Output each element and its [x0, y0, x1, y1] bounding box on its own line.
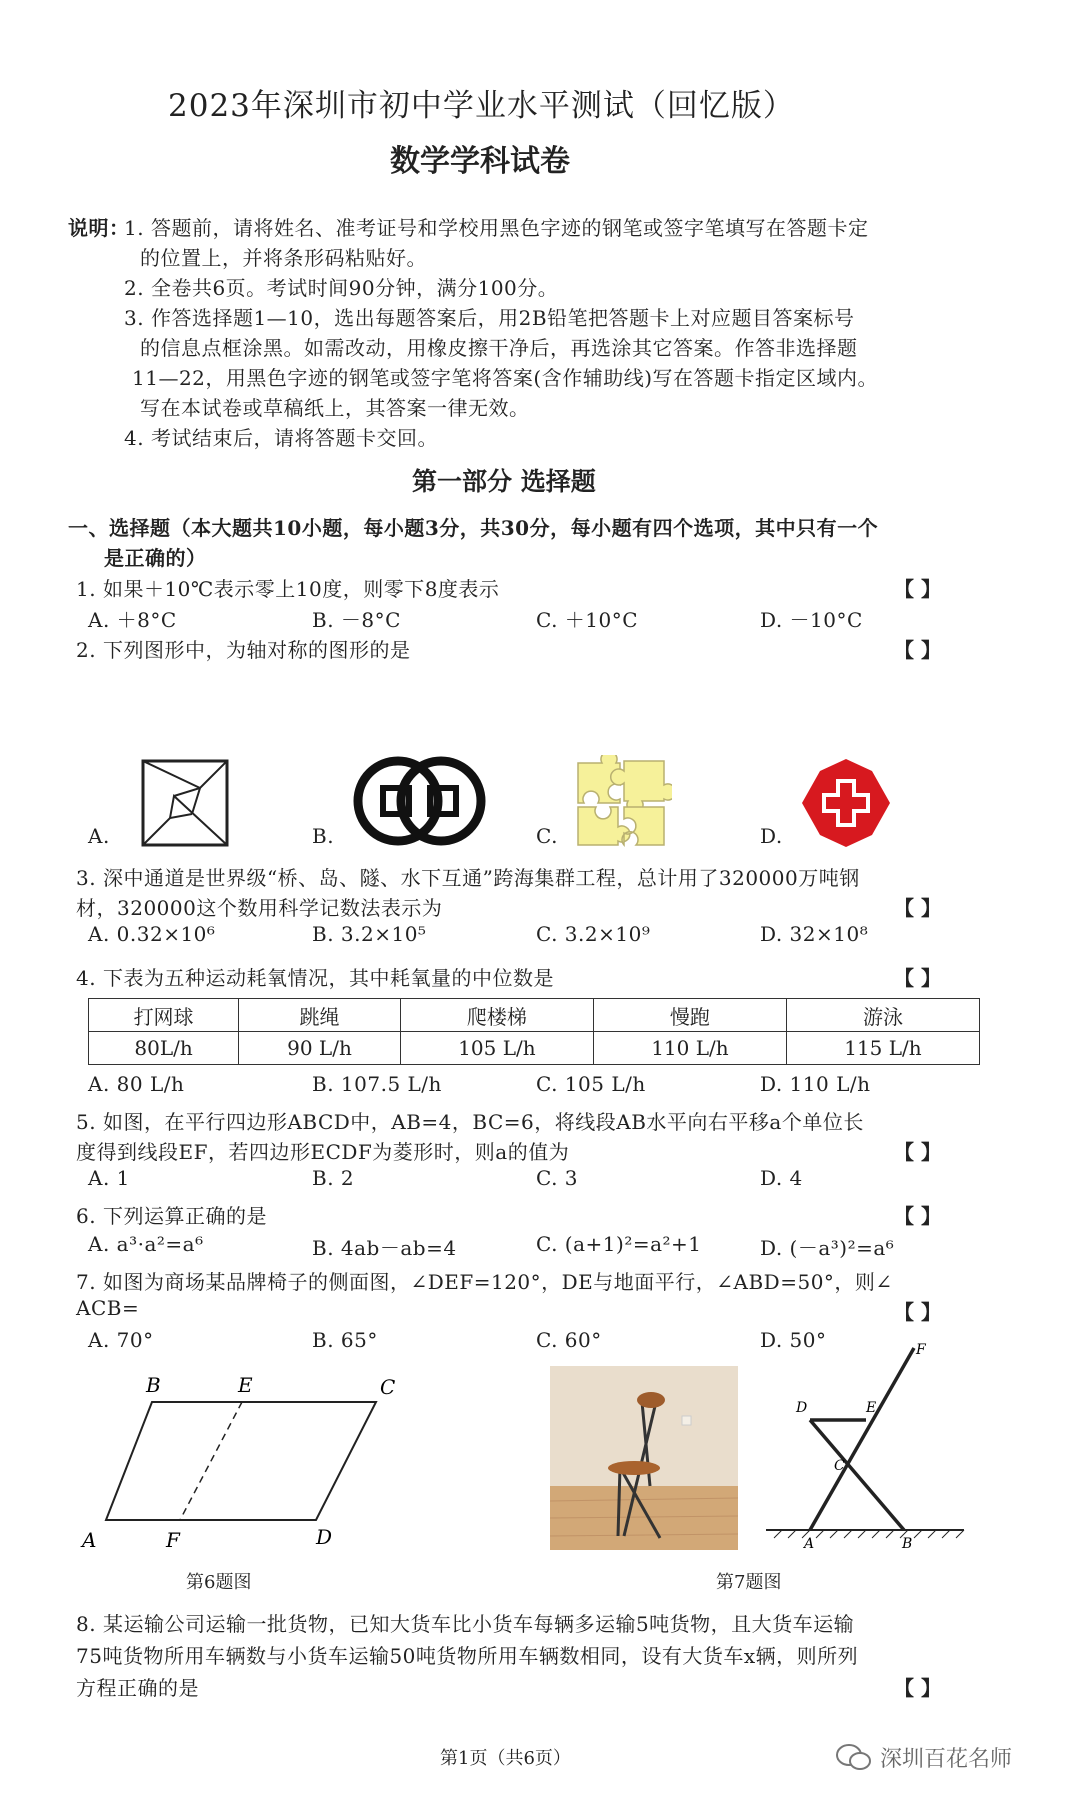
table-header-cell: 游泳 [786, 999, 979, 1032]
puzzle-pieces-figure [572, 755, 672, 851]
instruction-line: 1. 答题前，请将姓名、准考证号和学校用黑色字迹的钢笔或签字笔填写在答题卡定 [124, 216, 869, 240]
instructions-label: 说明： [68, 216, 130, 240]
q1-option-c: C. ＋10°C [536, 608, 639, 632]
hospital-cross-figure [800, 757, 892, 849]
fig7-label-e: E [866, 1400, 877, 1416]
answer-bracket: 【 】 [894, 1140, 941, 1164]
question-7-stem: ACB= [76, 1296, 140, 1320]
q4-option-c: C. 105 L/h [536, 1072, 646, 1096]
section-heading: 一、选择题（本大题共10小题，每小题3分，共30分，每小题有四个选项，其中只有一个 [68, 516, 879, 540]
question-5-stem: 度得到线段EF，若四边形ECDF为菱形时，则a的值为 [76, 1140, 570, 1164]
q1-option-b: B. －8°C [312, 608, 401, 632]
q1-option-d: D. －10°C [760, 608, 863, 632]
part-title: 第一部分 选择题 [412, 467, 596, 496]
q6-option-b: B. 4ab－ab=4 [312, 1236, 457, 1260]
question-8-stem: 方程正确的是 [76, 1676, 199, 1700]
section-heading: 是正确的） [104, 546, 207, 570]
q2-option-d: D. [760, 824, 783, 848]
chair-photo [550, 1366, 738, 1550]
exam-subtitle: 数学学科试卷 [390, 144, 570, 179]
q4-option-b: B. 107.5 L/h [312, 1072, 442, 1096]
fig6-label-d: D [316, 1525, 333, 1549]
q7-option-b: B. 65° [312, 1328, 378, 1352]
table-cell: 115 L/h [786, 1032, 979, 1065]
figure-6-caption: 第6题图 [186, 1572, 252, 1593]
fig7-label-a: A [804, 1536, 815, 1550]
q6-option-c: C. (a+1)²=a²+1 [536, 1232, 702, 1256]
watermark: 深圳百花名师 [880, 1747, 1013, 1772]
chair-diagram [766, 1340, 966, 1550]
q1-option-a: A. ＋8°C [88, 608, 177, 632]
instruction-line: 2. 全卷共6页。考试时间90分钟，满分100分。 [124, 276, 559, 300]
answer-bracket: 【 】 [894, 638, 941, 662]
q2-option-a: A. [88, 824, 110, 848]
fig6-label-e: E [238, 1373, 253, 1397]
instruction-line: 的位置上，并将条形码粘贴好。 [140, 246, 427, 270]
q3-option-b: B. 3.2×10⁵ [312, 922, 427, 946]
answer-bracket: 【 】 [894, 577, 941, 601]
q2-option-c: C. [536, 824, 558, 848]
q3-option-d: D. 32×10⁸ [760, 922, 869, 946]
q7-option-c: C. 60° [536, 1328, 602, 1352]
q5-option-b: B. 2 [312, 1166, 355, 1190]
q7-option-d: D. 50° [760, 1328, 827, 1352]
question-4-stem: 4. 下表为五种运动耗氧情况，其中耗氧量的中位数是 [76, 966, 554, 990]
table-header-cell: 跳绳 [239, 999, 401, 1032]
q3-option-c: C. 3.2×10⁹ [536, 922, 651, 946]
fig7-label-b: B [902, 1536, 913, 1550]
table-header-cell: 打网球 [89, 999, 239, 1032]
instruction-line: 写在本试卷或草稿纸上，其答案一律无效。 [140, 396, 530, 420]
table-header-cell: 慢跑 [593, 999, 786, 1032]
fig6-label-b: B [146, 1373, 161, 1397]
table-header-row [89, 999, 980, 1032]
parallelogram-figure [70, 1372, 430, 1552]
square-pinwheel-figure [140, 758, 230, 848]
fig7-label-d: D [796, 1400, 808, 1416]
q5-option-a: A. 1 [88, 1166, 130, 1190]
oxygen-table [88, 998, 980, 1065]
fig6-label-a: A [82, 1528, 97, 1552]
exam-title: 2023年深圳市初中学业水平测试（回忆版） [168, 88, 795, 124]
question-8-stem: 8. 某运输公司运输一批货物，已知大货车比小货车每辆多运输5吨货物，且大货车运输 [76, 1612, 855, 1636]
q7-option-a: A. 70° [88, 1328, 154, 1352]
question-1-stem: 1. 如果＋10℃表示零上10度，则零下8度表示 [76, 577, 500, 601]
instruction-line: 的信息点框涂黑。如需改动，用橡皮擦干净后，再选涂其它答案。作答非选择题 [140, 336, 858, 360]
q3-option-a: A. 0.32×10⁶ [88, 922, 216, 946]
table-cell: 105 L/h [400, 1032, 593, 1065]
table-cell: 90 L/h [239, 1032, 401, 1065]
q6-option-a: A. a³·a²=a⁶ [88, 1232, 204, 1256]
question-7-stem: 7. 如图为商场某品牌椅子的侧面图，∠DEF=120°，DE与地面平行，∠ABD=50°，则∠ [76, 1270, 893, 1294]
page-footer: 第1页（共6页） [440, 1748, 571, 1769]
fig6-label-f: F [166, 1528, 180, 1552]
table-row [89, 1032, 980, 1065]
q2-option-b: B. [312, 824, 335, 848]
instruction-line: 4. 考试结束后，请将答题卡交回。 [124, 426, 438, 450]
question-2-stem: 2. 下列图形中，为轴对称的图形的是 [76, 638, 411, 662]
fig6-label-c: C [380, 1375, 396, 1399]
answer-bracket: 【 】 [894, 1676, 941, 1700]
fig7-label-f: F [916, 1342, 926, 1358]
table-cell: 110 L/h [593, 1032, 786, 1065]
fig7-label-c: C [834, 1458, 845, 1474]
instruction-line: 11—22，用黑色字迹的钢笔或签字笔将答案(含作辅助线)写在答题卡指定区域内。 [132, 366, 879, 390]
figure-7-caption: 第7题图 [716, 1572, 782, 1593]
answer-bracket: 【 】 [894, 966, 941, 990]
question-5-stem: 5. 如图，在平行四边形ABCD中，AB=4，BC=6，将线段AB水平向右平移a个单位长 [76, 1110, 864, 1134]
question-3-stem: 3. 深中通道是世界级“桥、岛、隧、水下互通”跨海集群工程，总计用了320000万吨钢 [76, 866, 860, 890]
q4-option-d: D. 110 L/h [760, 1072, 871, 1096]
double-circle-figure [352, 755, 487, 847]
question-3-stem: 材，320000这个数用科学记数法表示为 [76, 896, 443, 920]
question-8-stem: 75吨货物所用车辆数与小货车运输50吨货物所用车辆数相同，设有大货车x辆，则所列 [76, 1644, 859, 1668]
table-cell: 80L/h [89, 1032, 239, 1065]
q4-option-a: A. 80 L/h [88, 1072, 185, 1096]
question-6-stem: 6. 下列运算正确的是 [76, 1204, 267, 1228]
q5-option-c: C. 3 [536, 1166, 579, 1190]
answer-bracket: 【 】 [894, 1300, 941, 1324]
table-header-cell: 爬楼梯 [400, 999, 593, 1032]
instruction-line: 3. 作答选择题1—10，选出每题答案后，用2B铅笔把答题卡上对应题目答案标号 [124, 306, 855, 330]
q6-option-d: D. (－a³)²=a⁶ [760, 1236, 895, 1260]
answer-bracket: 【 】 [894, 896, 941, 920]
q5-option-d: D. 4 [760, 1166, 803, 1190]
wechat-icon [834, 1742, 874, 1772]
answer-bracket: 【 】 [894, 1204, 941, 1228]
